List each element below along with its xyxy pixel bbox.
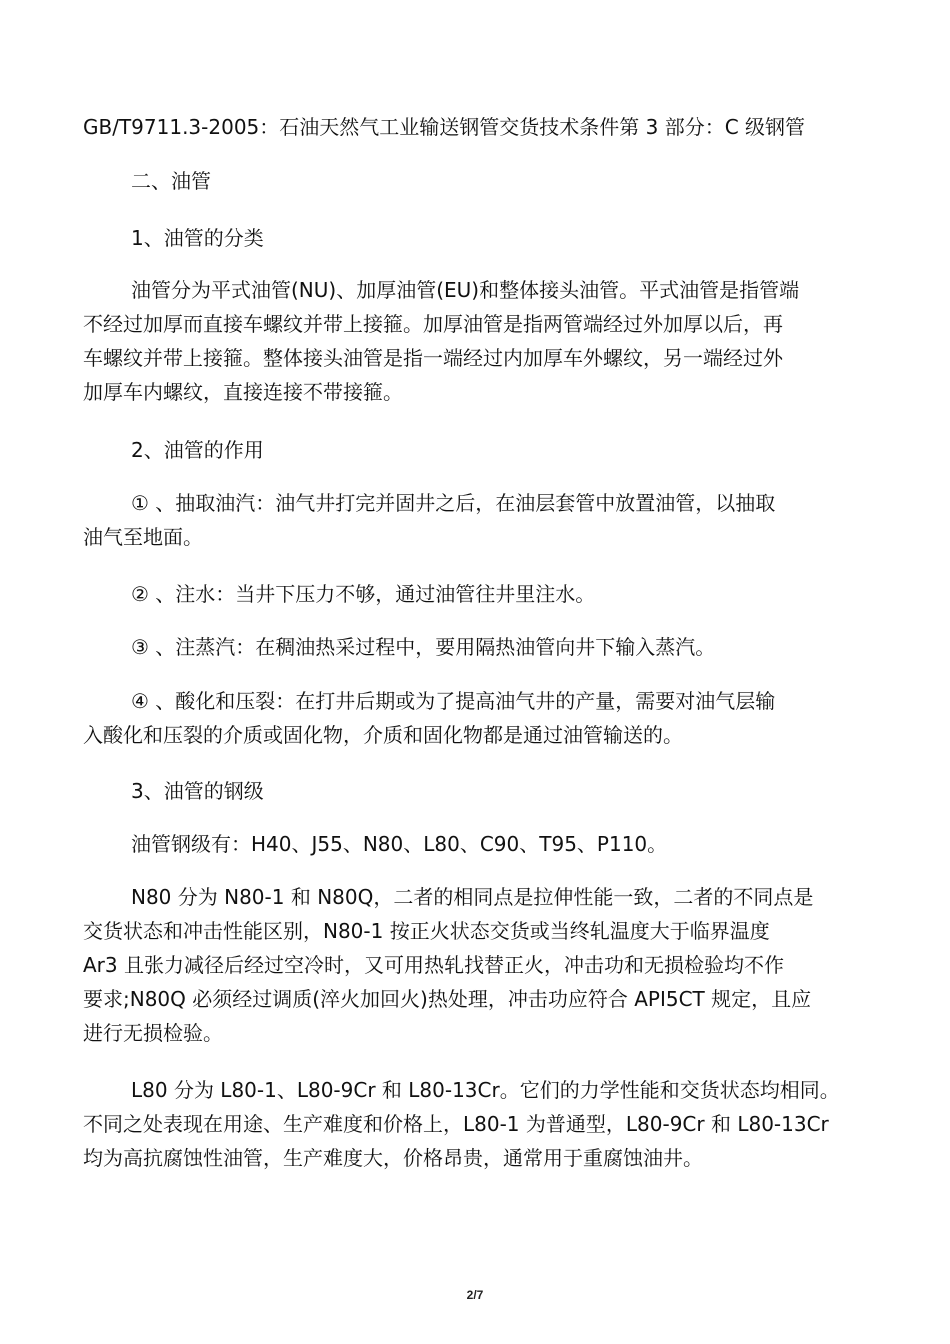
section-title: 二、油管 [131,169,211,193]
subsection-title-function: 2、油管的作用 [131,438,264,462]
l80-paragraph [83,1073,861,1175]
paragraph-line: L80 分为 L80-1、L80-9Cr 和 L80-13Cr。它们的力学性能和交货状态均相同。 [131,1078,840,1102]
standard-line: GB/T9711.3-2005：石油天然气工业输送钢管交货技术条件第 3 部分：C 级钢管 [83,115,806,139]
paragraph-line: 交货状态和冲击性能区别，N80-1 按正火状态交货或当终轧温度大于临界温度 [83,919,770,943]
subsection-title-grades: 3、油管的钢级 [131,779,264,803]
classification-paragraph [83,273,861,409]
paragraph-line: ④ 、酸化和压裂：在打井后期或为了提高油气井的产量，需要对油气层输 [131,689,776,713]
use-acidizing-paragraph [83,684,861,752]
use-water-injection: ② 、注水：当井下压力不够，通过油管往井里注水。 [131,582,596,606]
paragraph-line: 入酸化和压裂的介质或固化物，介质和固化物都是通过油管输送的。 [83,723,683,747]
use-steam-injection: ③ 、注蒸汽：在稠油热采过程中，要用隔热油管向井下输入蒸汽。 [131,635,716,659]
paragraph-line: ① 、抽取油汽：油气井打完并固井之后，在油层套管中放置油管，以抽取 [131,491,776,515]
paragraph-line: 油气至地面。 [83,525,203,549]
paragraph-line: 均为高抗腐蚀性油管，生产难度大，价格昂贵，通常用于重腐蚀油井。 [83,1146,703,1170]
paragraph-line: Ar3 且张力减径后经过空冷时，又可用热轧找替正火，冲击功和无损检验均不作 [83,953,784,977]
n80-paragraph [83,880,861,1050]
paragraph-line: 进行无损检验。 [83,1021,223,1045]
paragraph-line: 不经过加厚而直接车螺纹并带上接箍。加厚油管是指两管端经过外加厚以后，再 [83,312,783,336]
use-extraction-paragraph [83,486,861,554]
paragraph-line: 油管分为平式油管(NU)、加厚油管(EU)和整体接头油管。平式油管是指管端 [131,278,800,302]
paragraph-line: 不同之处表现在用途、生产难度和价格上，L80-1 为普通型，L80-9Cr 和 L80-13Cr [83,1112,829,1136]
grades-line: 油管钢级有：H40、J55、N80、L80、C90、T95、P110。 [131,832,668,856]
paragraph-line: 车螺纹并带上接箍。整体接头油管是指一端经过内加厚车外螺纹，另一端经过外 [83,346,783,370]
paragraph-line: 加厚车内螺纹，直接连接不带接箍。 [83,380,403,404]
page-number: 2/7 [466,1288,484,1302]
paragraph-line: N80 分为 N80-1 和 N80Q，二者的相同点是拉伸性能一致，二者的不同点是 [131,885,814,909]
subsection-title-classification: 1、油管的分类 [131,226,264,250]
paragraph-line: 要求;N80Q 必须经过调质(淬火加回火)热处理，冲击功应符合 API5CT 规定，且应 [83,987,812,1011]
